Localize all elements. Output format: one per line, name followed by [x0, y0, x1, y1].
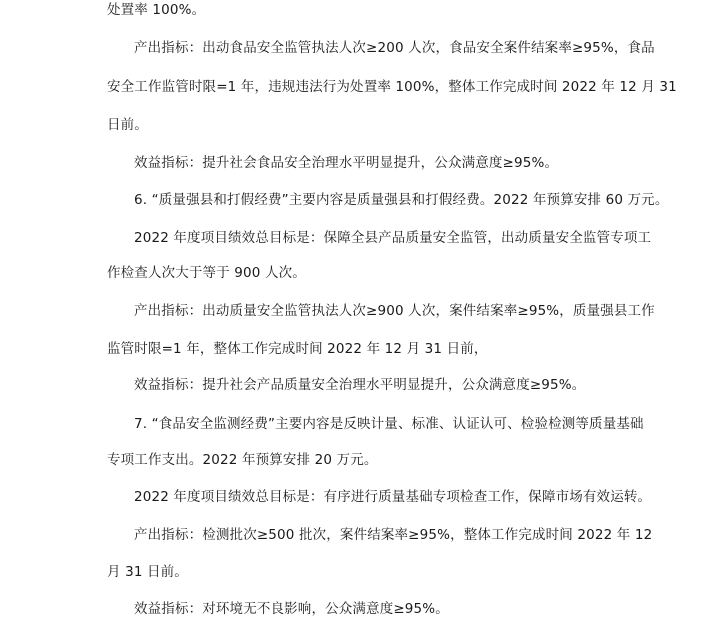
- text-line: 2022 年度项目绩效总目标是：保障全县产品质量安全监管，出动质量安全监管专项工: [134, 230, 652, 246]
- text-line: 6. “质量强县和打假经费”主要内容是质量强县和打假经费。2022 年预算安排 60 万元。: [134, 192, 669, 208]
- text-line: 产出指标：出动质量安全监管执法人次≥900 人次，案件结案率≥95%，质量强县工作: [134, 303, 655, 319]
- text-line: 效益指标：提升社会产品质量安全治理水平明显提升，公众满意度≥95%。: [134, 377, 586, 393]
- text-line: 作检查人次大于等于 900 人次。: [107, 265, 306, 281]
- text-line: 效益指标：提升社会食品安全治理水平明显提升，公众满意度≥95%。: [134, 155, 559, 171]
- text-line: 安全工作监管时限=1 年，违规违法行为处置率 100%，整体工作完成时间 2022 年 12 月 31: [107, 79, 677, 95]
- text-line: 7. “食品安全监测经费”主要内容是反映计量、标准、认证认可、检验检测等质量基础: [134, 416, 644, 432]
- text-line: 效益指标：对环境无不良影响，公众满意度≥95%。: [134, 601, 449, 617]
- text-line: 专项工作支出。2022 年预算安排 20 万元。: [107, 452, 378, 468]
- text-line: 2022 年度项目绩效总目标是：有序进行质量基础专项检查工作，保障市场有效运转。: [134, 489, 652, 505]
- text-line: 监管时限=1 年，整体工作完成时间 2022 年 12 月 31 日前，: [107, 341, 488, 357]
- text-line: 处置率 100%。: [107, 2, 206, 18]
- text-line: 产出指标：出动食品安全监管执法人次≥200 人次，食品安全案件结案率≥95%，食品: [134, 40, 655, 56]
- text-line: 月 31 日前。: [107, 564, 188, 580]
- text-line: 产出指标：检测批次≥500 批次，案件结案率≥95%，整体工作完成时间 2022 年 12: [134, 527, 653, 543]
- text-line: 日前。: [107, 117, 148, 133]
